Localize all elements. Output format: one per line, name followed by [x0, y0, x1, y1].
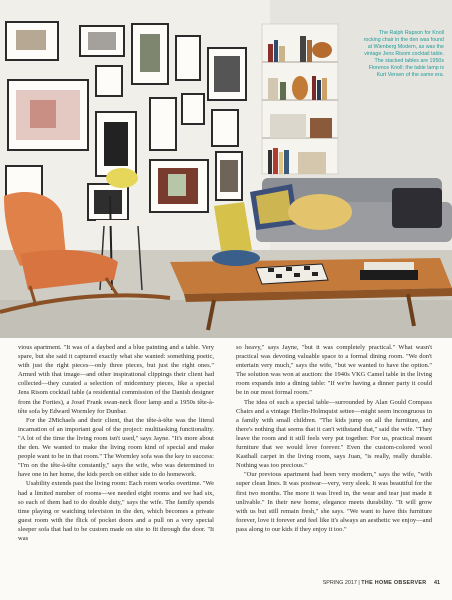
paragraph: "Our previous apartment had been very modern," says the wife, "with super clean lines. It was postwar—very, very sleek. It was beautiful for the first two months. The more it was lived in, the wear and tear just made it unlivable." In their new home, elegance meets durability. "It will grow with us but still remain fresh," she says. "We want to have this furniture forever, love it forever and feel like it's always an aesthetic we enjoy—and pass along to our kids if they enjoy it too.": [236, 471, 432, 533]
folio-magazine: THE HOME OBSERVER: [361, 580, 427, 586]
photo-caption: The Ralph Rapson for Knoll rocking chair in the den was found at Wienberg Modern, as was the vintage Jens Risom cocktail table. The stacked tables are 1950s Florence Knoll; the table lamp is Kurt Versen of the same era.: [363, 30, 444, 78]
paragraph: so heavy," says Jayne, "but it was completely practical." What wasn't practical was devoting valuable space to a formal dining room. "We don't entertain very much," says the wife, "but we wanted to have the option." The solution was won at auction: the 1940s VKG Camel table in the living room expands into a dining table: "If we're having a dinner party it could be in our most formal room.": [236, 344, 432, 397]
paragraph: For the 2Michaels and their client, that the tête-à-tête was the literal incarnation of an important goal of the project: multitasking functionality. "A lot of the time the living room isn't used," says Jayne. "It's more about the den. We wanted to make the living room kind of special and make people want to be in that room." The Wormley sofa was the key to success: "I'm on the tête-à-tête constantly," says the wife, who was determined to have one in her home, the kids perch on either side to do homework.: [18, 416, 214, 479]
page-folio: SPRING 2017 | THE HOME OBSERVER 41: [322, 580, 440, 586]
folio-issue: SPRING 2017: [322, 580, 357, 586]
paragraph: vious apartment. "It was of a daybed and a blue painting and a table. Very spare, but she said it captured exactly what she wanted: something poetic, with just the right pieces—only three pieces, but just the right ones." Armed with that image—and other inspirational clippings their client had collected—they curated a selection of midcentury pieces, like a special Jens Risom cocktail table (a residential commission of the Danish designer from the Forties), a Josef Frank swan-neck floor lamp and a 1950s tête-à-tête sofa by Edward Wormley for Dunbar.: [18, 344, 214, 415]
article-column-left: [18, 343, 214, 543]
paragraph: Usability extends past the living room: Each room works overtime. "We had a limited number of rooms—we needed eight rooms and we had six, so each of them had to do double duty," says the wife. The family spends time playing or watching television in the den, which becomes a private guest room with the flick of pocket doors and a pull on a very special sleeper sofa that had to be custom made on site to fit through the door. "It was: [18, 480, 214, 542]
page-number: 41: [434, 580, 440, 586]
article-column-right: [236, 343, 432, 534]
paragraph: The idea of such a special table—surrounded by Alan Gould Compass Chairs and a vintage Herlin-Holmquist settee—might seem incongruous in a family with small children. "The kids jump on all the furniture, and there's nothing that seems that it can't withstand that," said the wife. "They leave the room and it still feels very put together. For us, practical meant furniture that we would love forever." Even the custom-colored wool Kasthall carpet in the living room, says Juan, "is really, really durable. Nothing was too precious.": [236, 398, 432, 470]
